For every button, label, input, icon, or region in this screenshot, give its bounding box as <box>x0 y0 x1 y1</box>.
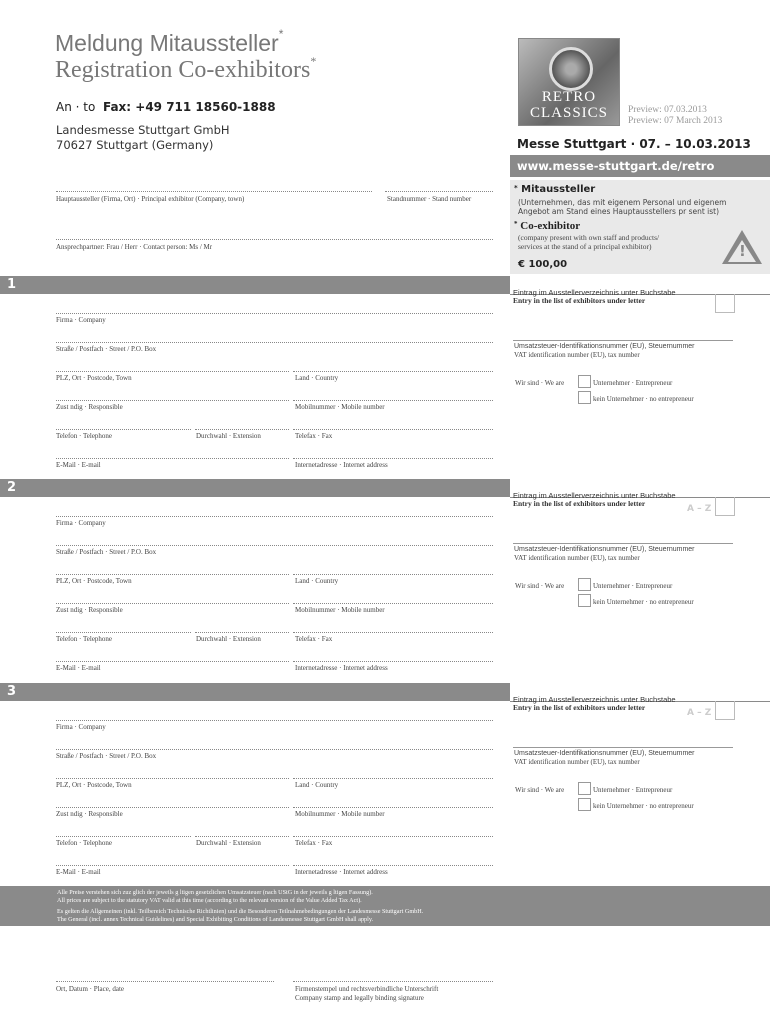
car-wheel-icon <box>549 47 593 91</box>
street-label: Straße / Postfach · Street / P.O. Box <box>56 548 157 556</box>
street-label: Straße / Postfach · Street / P.O. Box <box>56 345 157 353</box>
email-label: E-Mail · E-mail <box>56 868 101 876</box>
country-label: Land · Country <box>295 577 339 585</box>
co-exhibitor-desc: services at the stand of a principal exhibitor) <box>518 242 652 251</box>
email-label: E-Mail · E-mail <box>56 664 101 672</box>
fax-label: Telefax · Fax <box>295 432 333 440</box>
postcode-town-label: PLZ, Ort · Postcode, Town <box>56 781 132 789</box>
no-entrepreneur-label: kein Unternehmer · no entrepreneur <box>593 395 694 403</box>
fax-field[interactable] <box>293 429 493 430</box>
we-are-label: Wir sind · We are <box>515 582 565 590</box>
section-number: 3 <box>7 684 17 699</box>
telephone-field[interactable] <box>56 429 191 430</box>
no-entrepreneur-checkbox[interactable] <box>578 391 591 404</box>
vat-label-en: VAT identification number (EU), tax number <box>514 758 640 766</box>
co-exhibitor-desc: (company present with own staff and products/ <box>518 233 660 242</box>
contact-person-label: Ansprechpartner: Frau / Herr · Contact person: Ms / Mr <box>56 243 213 251</box>
entrepreneur-label: Unternehmer · Entrepreneur <box>593 379 673 387</box>
postcode-town-field[interactable] <box>56 371 289 372</box>
section-number: 2 <box>7 480 17 495</box>
event-dates: Messe Stuttgart · 07. – 10.03.2013 <box>517 137 751 151</box>
street-field[interactable] <box>56 749 493 750</box>
mobile-field[interactable] <box>293 807 493 808</box>
postcode-town-label: PLZ, Ort · Postcode, Town <box>56 374 132 382</box>
email-field[interactable] <box>56 661 289 662</box>
contact-person-line[interactable] <box>56 239 493 240</box>
entrepreneur-label: Unternehmer · Entrepreneur <box>593 582 673 590</box>
country-label: Land · Country <box>295 781 339 789</box>
vat-label-de: Umsatzsteuer-Identifikationsnummer (EU), Steuernummer <box>514 750 695 757</box>
email-label: E-Mail · E-mail <box>56 461 101 469</box>
extension-label: Durchwahl · Extension <box>196 635 261 643</box>
responsible-label: Zust ndig · Responsible <box>56 606 123 614</box>
responsible-label: Zust ndig · Responsible <box>56 810 123 818</box>
mitaussteller-desc: Angebot am Stand eines Hauptausstellers pr sent ist) <box>518 207 720 216</box>
stand-number-line[interactable] <box>385 191 493 192</box>
country-field[interactable] <box>293 574 493 575</box>
vat-label-en: VAT identification number (EU), tax number <box>514 554 640 562</box>
street-field[interactable] <box>56 545 493 546</box>
co-exhibitor-title: * Co-exhibitor <box>514 220 581 232</box>
no-entrepreneur-checkbox[interactable] <box>578 594 591 607</box>
footer-line: Es gelten die Allgemeinen (inkl. Teilbereich Technische Richtlinien) und die Besonderen Teilnahmebedingungen der Landesmesse Stuttgart GmbH. <box>57 908 424 915</box>
no-entrepreneur-label: kein Unternehmer · no entrepreneur <box>593 598 694 606</box>
telephone-field[interactable] <box>56 632 191 633</box>
form-title-en: Registration Co-exhibitors* <box>55 54 317 83</box>
address-line: 70627 Stuttgart (Germany) <box>56 138 214 152</box>
internet-label: Internetadresse · Internet address <box>295 868 388 876</box>
company-label: Firma · Company <box>56 723 106 731</box>
entrepreneur-checkbox[interactable] <box>578 782 591 795</box>
fax-label: Telefax · Fax <box>295 635 333 643</box>
extension-field[interactable] <box>195 429 289 430</box>
vat-field[interactable] <box>513 543 733 544</box>
extension-field[interactable] <box>195 836 289 837</box>
mobile-label: Mobilnummer · Mobile number <box>295 810 385 818</box>
company-field[interactable] <box>56 720 493 721</box>
mitaussteller-title: * Mitaussteller <box>514 184 596 195</box>
letter-hint: A – Z <box>687 504 712 514</box>
country-label: Land · Country <box>295 374 339 382</box>
mobile-label: Mobilnummer · Mobile number <box>295 606 385 614</box>
letter-hint: A – Z <box>687 708 712 718</box>
letter-box[interactable] <box>715 701 735 720</box>
country-field[interactable] <box>293 371 493 372</box>
responsible-field[interactable] <box>56 603 289 604</box>
stamp-label-de: Firmenstempel und rechtsverbindliche Unterschrift <box>295 985 439 993</box>
place-date-label: Ort, Datum · Place, date <box>56 985 125 993</box>
principal-exhibitor-line[interactable] <box>56 191 372 192</box>
footer-line: The General (incl. annex Technical Guidelines) and Special Exhibiting Conditions of Landesmesse Stuttgart GmbH shall apply. <box>57 916 374 923</box>
street-label: Straße / Postfach · Street / P.O. Box <box>56 752 157 760</box>
responsible-field[interactable] <box>56 807 289 808</box>
entrepreneur-label: Unternehmer · Entrepreneur <box>593 786 673 794</box>
section-number: 1 <box>7 277 17 292</box>
signature-line[interactable] <box>293 981 493 982</box>
vat-label-en: VAT identification number (EU), tax number <box>514 351 640 359</box>
telephone-field[interactable] <box>56 836 191 837</box>
entry-label-en: Entry in the list of exhibitors under letter <box>513 703 646 712</box>
principal-exhibitor-label: Hauptaussteller (Firma, Ort) · Principal exhibitor (Company, town) <box>56 195 245 203</box>
letter-box[interactable] <box>715 294 735 313</box>
telephone-label: Telefon · Telephone <box>56 635 113 643</box>
retro-classics-logo: RETRO CLASSICS <box>518 38 620 126</box>
entry-label-en: Entry in the list of exhibitors under letter <box>513 296 646 305</box>
place-date-line[interactable] <box>56 981 274 982</box>
postcode-town-field[interactable] <box>56 778 289 779</box>
vat-field[interactable] <box>513 747 733 748</box>
we-are-label: Wir sind · We are <box>515 786 565 794</box>
no-entrepreneur-label: kein Unternehmer · no entrepreneur <box>593 802 694 810</box>
price: € 100,00 <box>518 259 568 270</box>
internet-field[interactable] <box>293 865 493 866</box>
footer-line: All prices are subject to the statutory VAT valid at this time (according to the relevant version of the Value Added Tax Act). <box>57 897 362 904</box>
mitaussteller-desc: (Unternehmen, das mit eigenem Personal und eigenem <box>518 198 727 207</box>
email-field[interactable] <box>56 458 289 459</box>
entry-label-de: Eintrag im Ausstellerverzeichnis unter Buchstabe <box>513 491 676 500</box>
telephone-label: Telefon · Telephone <box>56 839 113 847</box>
entry-label-de: Eintrag im Ausstellerverzeichnis unter Buchstabe <box>513 288 676 297</box>
entrepreneur-checkbox[interactable] <box>578 578 591 591</box>
letter-box[interactable] <box>715 497 735 516</box>
footer-line: Alle Preise verstehen sich zuz glich der jeweils g ltigen gesetzlichen Umsatzsteuer (nach UStG in der jeweils g ltigen Fassung). <box>57 889 373 896</box>
internet-label: Internetadresse · Internet address <box>295 664 388 672</box>
company-label: Firma · Company <box>56 519 106 527</box>
fax-field[interactable] <box>293 632 493 633</box>
email-field[interactable] <box>56 865 289 866</box>
event-url[interactable]: www.messe-stuttgart.de/retro <box>517 159 715 173</box>
company-label: Firma · Company <box>56 316 106 324</box>
mobile-field[interactable] <box>293 603 493 604</box>
extension-label: Durchwahl · Extension <box>196 839 261 847</box>
country-field[interactable] <box>293 778 493 779</box>
internet-label: Internetadresse · Internet address <box>295 461 388 469</box>
warning-exclamation-icon: ! <box>739 242 746 260</box>
entry-label-de: Eintrag im Ausstellerverzeichnis unter Buchstabe <box>513 695 676 704</box>
entrepreneur-checkbox[interactable] <box>578 375 591 388</box>
legal-footer <box>0 886 770 926</box>
event-url-bar <box>510 155 770 177</box>
postcode-town-label: PLZ, Ort · Postcode, Town <box>56 577 132 585</box>
preview-dates: Preview: 07.03.2013 Preview: 07 March 2013 <box>628 105 723 126</box>
fax-line: An · to Fax: +49 711 18560-1888 <box>56 100 276 114</box>
internet-field[interactable] <box>293 661 493 662</box>
extension-label: Durchwahl · Extension <box>196 432 261 440</box>
no-entrepreneur-checkbox[interactable] <box>578 798 591 811</box>
street-field[interactable] <box>56 342 493 343</box>
fax-field[interactable] <box>293 836 493 837</box>
entry-label-en: Entry in the list of exhibitors under letter <box>513 499 646 508</box>
form-title-de: Meldung Mitaussteller* <box>55 27 284 56</box>
fax-label: Telefax · Fax <box>295 839 333 847</box>
fax-number: Fax: +49 711 18560-1888 <box>102 100 276 114</box>
company-field[interactable] <box>56 516 493 517</box>
we-are-label: Wir sind · We are <box>515 379 565 387</box>
recipient-address <box>56 123 230 153</box>
vat-label-de: Umsatzsteuer-Identifikationsnummer (EU), Steuernummer <box>514 546 695 553</box>
responsible-label: Zust ndig · Responsible <box>56 403 123 411</box>
internet-field[interactable] <box>293 458 493 459</box>
vat-label-de: Umsatzsteuer-Identifikationsnummer (EU), Steuernummer <box>514 343 695 350</box>
mobile-label: Mobilnummer · Mobile number <box>295 403 385 411</box>
responsible-field[interactable] <box>56 400 289 401</box>
telephone-label: Telefon · Telephone <box>56 432 113 440</box>
postcode-town-field[interactable] <box>56 574 289 575</box>
mobile-field[interactable] <box>293 400 493 401</box>
vat-field[interactable] <box>513 340 733 341</box>
extension-field[interactable] <box>195 632 289 633</box>
stamp-label-en: Company stamp and legally binding signature <box>295 994 424 1002</box>
company-field[interactable] <box>56 313 493 314</box>
address-line: Landesmesse Stuttgart GmbH <box>56 123 230 137</box>
stand-number-label: Standnummer · Stand number <box>387 195 472 203</box>
